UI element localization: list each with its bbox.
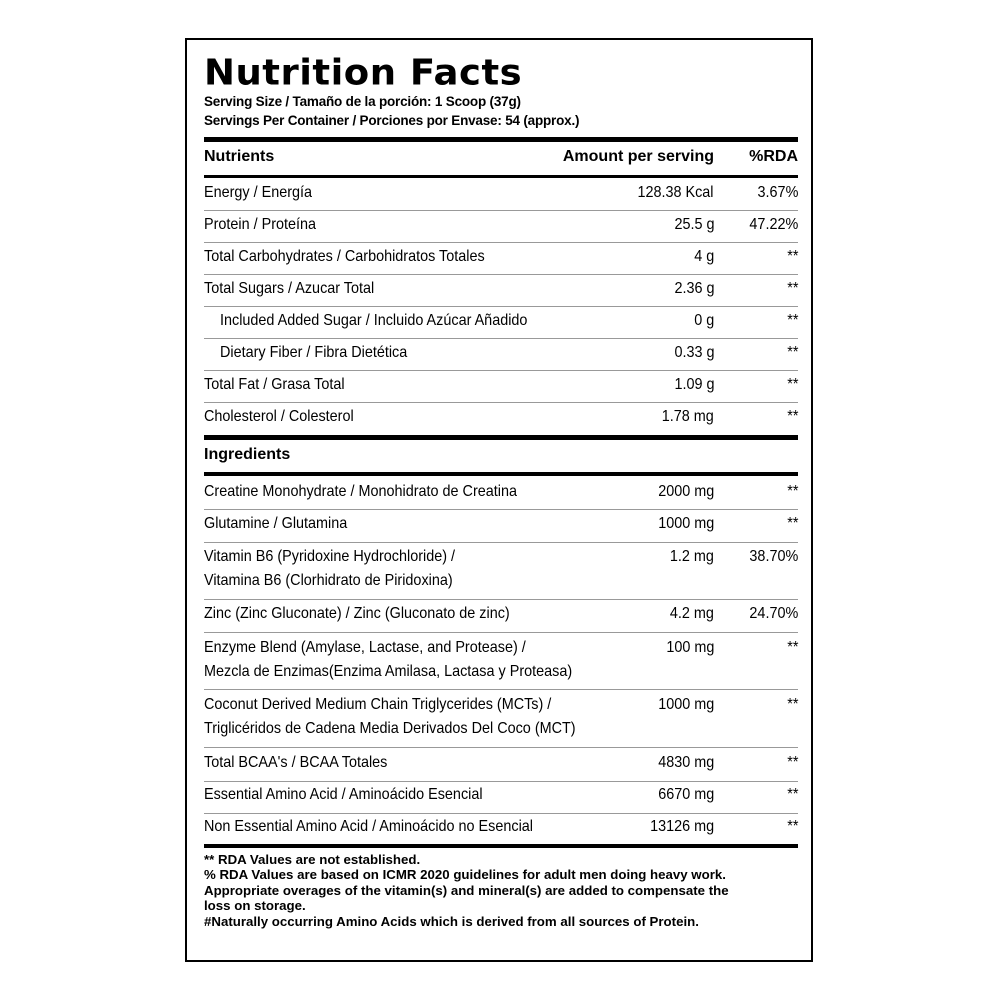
nutrient-name: Cholesterol / Colesterol	[204, 408, 354, 425]
ingredient-name: Glutamine / Glutamina	[204, 515, 348, 532]
row-divider	[204, 242, 798, 243]
ingredient-name: Vitamin B6 (Pyridoxine Hydrochloride) /	[204, 548, 456, 565]
nutrient-rda: **	[786, 344, 798, 361]
ingredient-rda: 24.70%	[749, 605, 798, 622]
ingredient-rda: **	[786, 818, 798, 835]
footnote-line: % RDA Values are based on ICMR 2020 guidelines for adult men doing heavy work.	[204, 867, 726, 883]
label-title: Nutrition Facts	[204, 52, 523, 93]
ingredient-name: Total BCAA's / BCAA Totales	[204, 754, 388, 771]
footnote-line: ** RDA Values are not established.	[204, 852, 421, 867]
nutrient-amount: 1.09 g	[673, 376, 714, 393]
row-divider	[204, 599, 798, 600]
nutrient-rda: 3.67%	[757, 184, 798, 201]
nutrient-rda: 47.22%	[749, 216, 798, 233]
row-divider	[204, 370, 798, 371]
footnote-line: #Naturally occurring Amino Acids which is derived from all sources of Protein.	[204, 913, 699, 929]
footnotes	[204, 852, 798, 929]
footnote-line: loss on storage.	[204, 898, 306, 914]
row-divider	[204, 274, 798, 275]
ingredient-amount: 100 mg	[665, 639, 714, 656]
ingredient-amount: 1.2 mg	[669, 548, 714, 565]
nutrient-name: Included Added Sugar / Incluido Azúcar Añadido	[220, 312, 528, 329]
ingredient-amount: 4830 mg	[657, 754, 714, 771]
ingredient-rda: **	[786, 483, 798, 500]
ingredient-amount: 1000 mg	[657, 515, 714, 532]
ingredient-amount: 4.2 mg	[669, 605, 714, 622]
nutrient-rda: **	[786, 280, 798, 297]
ingredient-name: Coconut Derived Medium Chain Triglycerides (MCTs) /	[204, 696, 552, 713]
serving-size: Serving Size / Tamaño de la porción: 1 Scoop (37g)	[204, 94, 521, 109]
row-divider	[204, 509, 798, 510]
row-divider	[204, 338, 798, 339]
ingredient-name-line2: Triglicéridos de Cadena Media Derivados Del Coco (MCT)	[204, 720, 576, 737]
thick-divider	[204, 435, 798, 440]
nutrient-name: Protein / Proteína	[204, 216, 317, 233]
header-divider	[204, 175, 798, 178]
nutrient-amount: 2.36 g	[673, 280, 714, 297]
ingredient-name: Creatine Monohydrate / Monohidrato de Creatina	[204, 483, 517, 500]
ingredient-rda: **	[786, 754, 798, 771]
nutrient-name: Energy / Energía	[204, 184, 313, 201]
nutrients-header-label: Nutrients	[204, 148, 275, 165]
row-divider	[204, 306, 798, 307]
nutrient-amount: 25.5 g	[673, 216, 714, 233]
ingredient-rda: **	[786, 639, 798, 656]
servings-per-container: Servings Per Container / Porciones por Envase: 54 (approx.)	[204, 113, 580, 128]
amount-header-label: Amount per serving	[562, 148, 714, 165]
nutrient-amount: 0 g	[693, 312, 714, 329]
ingredient-rda: **	[786, 786, 798, 803]
ingredients-header: Ingredients	[204, 446, 291, 463]
ingredient-amount: 1000 mg	[657, 696, 714, 713]
row-divider	[204, 632, 798, 633]
nutrient-amount: 4 g	[693, 248, 714, 265]
ingredient-rda: 38.70%	[749, 548, 798, 565]
row-divider	[204, 781, 798, 782]
ingredient-amount: 2000 mg	[657, 483, 714, 500]
nutrient-name: Total Sugars / Azucar Total	[204, 280, 375, 297]
ingredient-name: Essential Amino Acid / Aminoácido Esencial	[204, 786, 483, 803]
ingredient-name: Non Essential Amino Acid / Aminoácido no Esencial	[204, 818, 533, 835]
footnote-line: Appropriate overages of the vitamin(s) and mineral(s) are added to compensate the	[204, 882, 729, 898]
ingredient-name-line2: Vitamina B6 (Clorhidrato de Piridoxina)	[204, 572, 453, 589]
nutrient-amount: 128.38 Kcal	[637, 184, 714, 201]
row-divider	[204, 542, 798, 543]
ingredient-name-line2: Mezcla de Enzimas(Enzima Amilasa, Lactasa y Proteasa)	[204, 663, 573, 680]
row-divider	[204, 813, 798, 814]
nutrient-rda: **	[786, 248, 798, 265]
nutrient-amount: 1.78 mg	[661, 408, 714, 425]
ingredient-amount: 13126 mg	[649, 818, 714, 835]
ingredient-amount: 6670 mg	[657, 786, 714, 803]
ingredient-name: Zinc (Zinc Gluconate) / Zinc (Gluconato de zinc)	[204, 605, 510, 622]
ingredient-rda: **	[786, 515, 798, 532]
nutrient-name: Total Fat / Grasa Total	[204, 376, 345, 393]
row-divider	[204, 402, 798, 403]
nutrient-name: Total Carbohydrates / Carbohidratos Totales	[204, 248, 485, 265]
thick-divider	[204, 137, 798, 142]
nutrition-facts-panel	[185, 38, 813, 962]
nutrient-rda: **	[786, 376, 798, 393]
nutrient-rda: **	[786, 408, 798, 425]
ingredient-rda: **	[786, 696, 798, 713]
ingredient-name: Enzyme Blend (Amylase, Lactase, and Protease) /	[204, 639, 526, 656]
nutrient-name: Dietary Fiber / Fibra Dietética	[220, 344, 408, 361]
row-divider	[204, 210, 798, 211]
rda-header-label: %RDA	[749, 148, 798, 165]
header-divider	[204, 472, 798, 476]
nutrient-rda: **	[786, 312, 798, 329]
row-divider	[204, 747, 798, 748]
nutrient-amount: 0.33 g	[673, 344, 714, 361]
thick-divider	[204, 844, 798, 848]
row-divider	[204, 689, 798, 690]
